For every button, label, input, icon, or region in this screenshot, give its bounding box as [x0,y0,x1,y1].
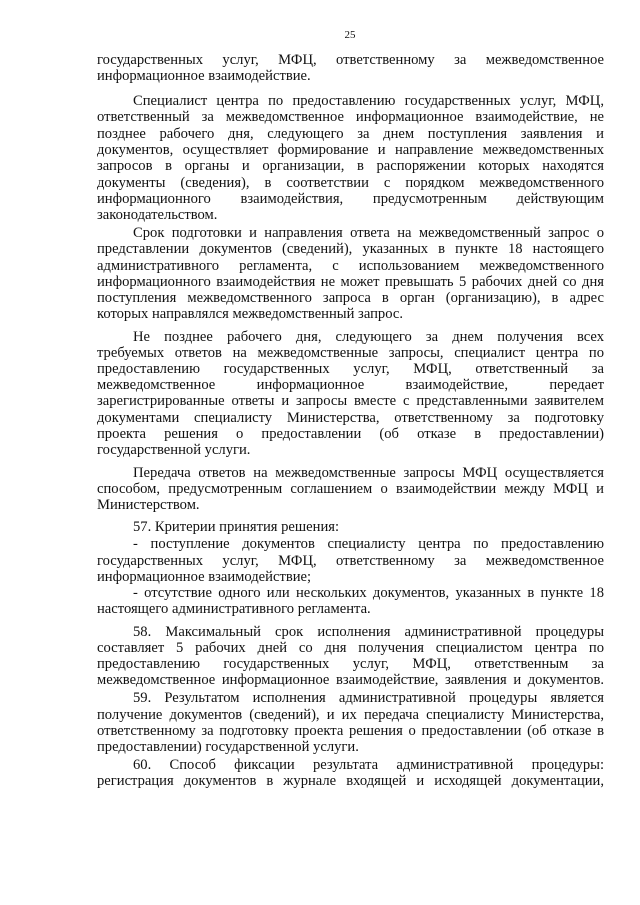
text-line: регистрация документов в журнале входящей и исходящей документации, [97,773,604,789]
text-line: межведомственное информационное взаимодействие, передает [97,377,604,393]
text-line: представлении документов (сведений), указанных в пункте 18 настоящего [97,241,604,257]
text-line: 60. Способ фиксации результата административной процедуры: [133,757,604,773]
text-line: 59. Результатом исполнения административной процедуры является [133,690,604,706]
page-number: 25 [344,29,356,41]
text-line: Не позднее рабочего дня, следующего за днем получения всех [133,329,604,345]
text-line: - поступление документов специалисту центра по предоставлению [133,536,604,552]
text-line: административного регламента, с использованием межведомственного [97,258,604,274]
text-line: которых направлялся межведомственный запрос. [97,306,404,322]
text-line: документы (сведения), в соответствии с порядком межведомственного [97,175,604,191]
text-line: документами специалисту Министерства, ответственному за подготовку [97,410,604,426]
text-line: способом, предусмотренным соглашением о взаимодействии между МФЦ и [97,481,604,497]
text-line: зарегистрированные ответы и запросы вместе с представленными заявителем [97,393,604,409]
text-line: 57. Критерии принятия решения: [133,519,340,535]
text-line: предоставлении) государственной услуги. [97,739,359,755]
text-line: информационное взаимодействие. [97,68,311,84]
text-line: проекта решения о предоставлении (об отказе в предоставлении) [97,426,604,442]
text-line: предоставлению государственных услуг, МФЦ, ответственный за [97,361,604,377]
text-line: информационного взаимодействия, предусмотренным действующим [97,191,604,207]
text-line: документов, осуществляет формирование и направление межведомственных [97,142,604,158]
text-line: информационного взаимодействия не может превышать 5 рабочих дней со дня [97,274,604,290]
text-line: Специалист центра по предоставлению государственных услуг, МФЦ, [133,93,604,109]
text-line: позднее рабочего дня, следующего за днем поступления заявления и [97,126,604,142]
text-line: ответственному за подготовку проекта решения о предоставлении (об отказе в [97,723,604,739]
text-line: Передача ответов на межведомственные запросы МФЦ осуществляется [133,465,604,481]
text-line: межведомственное информационное взаимодействие, заявления и документов. [97,672,604,688]
text-line: получение документов (сведений), и их передача специалисту Министерства, [97,707,604,723]
text-line: составляет 5 рабочих дней со дня получения специалистом центра по [97,640,604,656]
text-line: предоставлению государственных услуг, МФЦ, ответственным за [97,656,604,672]
text-line: государственной услуги. [97,442,251,458]
text-line: информационное взаимодействие; [97,569,312,585]
text-line: настоящего административного регламента. [97,601,371,617]
text-line: законодательством. [97,207,218,223]
text-line: - отсутствие одного или нескольких документов, указанных в пункте 18 [133,585,604,601]
text-line: Срок подготовки и направления ответа на межведомственный запрос о [133,225,604,241]
text-line: требуемых ответов на межведомственные запросы, специалист центра по [97,345,604,361]
text-line: поступления межведомственного запроса в орган (организацию), в адрес [97,290,604,306]
text-line: государственных услуг, МФЦ, ответственному за межведомственное [97,553,604,569]
text-line: запросов в органы и организации, в распоряжении которых находятся [97,158,604,174]
text-line: государственных услуг, МФЦ, ответственному за межведомственное [97,52,604,68]
text-line: 58. Максимальный срок исполнения административной процедуры [133,624,604,640]
text-line: Министерством. [97,497,200,513]
text-line: ответственный за межведомственное информационное взаимодействие, не [97,109,604,125]
